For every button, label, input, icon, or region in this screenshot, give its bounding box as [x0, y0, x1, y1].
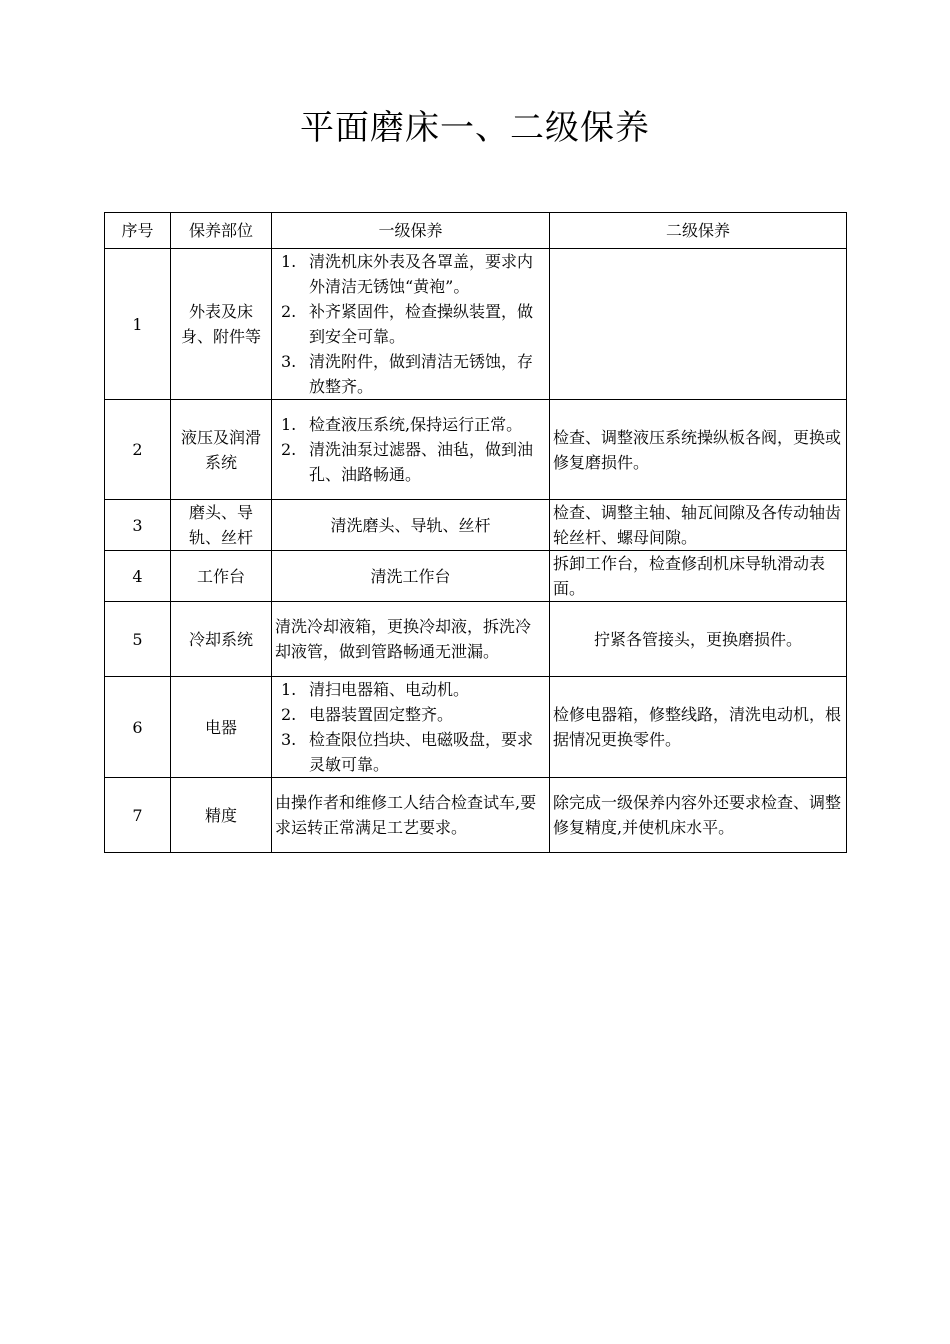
row-number: 6 [105, 677, 171, 778]
row-number: 1 [105, 249, 171, 400]
header-level1: 一级保养 [272, 213, 550, 249]
maintenance-table [104, 212, 847, 853]
row-part: 电器 [171, 677, 272, 778]
list-item: 3. 检查限位挡块、电磁吸盘，要求灵敏可靠。 [281, 730, 534, 774]
row-part: 液压及润滑系统 [171, 400, 272, 500]
row-level2: 检查、调整主轴、轴瓦间隙及各传动轴齿轮丝杆、螺母间隙。 [550, 500, 847, 551]
row-level1: 清洗工作台 [272, 551, 550, 602]
header-no: 序号 [105, 213, 171, 249]
row-number: 3 [105, 500, 171, 551]
row-level1 [272, 400, 550, 500]
row-level1: 清洗磨头、导轨、丝杆 [272, 500, 550, 551]
list-item: 2. 清洗油泵过滤器、油毡，做到油孔、油路畅通。 [281, 440, 534, 484]
row-number: 5 [105, 602, 171, 677]
list-item: 3. 清洗附件，做到清洁无锈蚀，存放整齐。 [281, 352, 534, 396]
row-level2: 检修电器箱，修整线路，清洗电动机，根据情况更换零件。 [550, 677, 847, 778]
row-part: 磨头、导轨、丝杆 [171, 500, 272, 551]
list-item: 1. 检查液压系统,保持运行正常。 [281, 415, 523, 434]
row-part: 工作台 [171, 551, 272, 602]
row-level2: 除完成一级保养内容外还要求检查、调整修复精度,并使机床水平。 [550, 778, 847, 853]
table-row [105, 249, 847, 400]
list-item: 2. 电器装置固定整齐。 [281, 705, 454, 724]
row-level2 [550, 249, 847, 400]
row-level1: 由操作者和维修工人结合检查试车,要求运转正常满足工艺要求。 [272, 778, 550, 853]
row-number: 7 [105, 778, 171, 853]
row-level1 [272, 249, 550, 400]
level1-list [275, 249, 546, 399]
row-part: 精度 [171, 778, 272, 853]
header-level2: 二级保养 [550, 213, 847, 249]
row-part: 冷却系统 [171, 602, 272, 677]
table-header-row [105, 213, 847, 249]
list-item: 1. 清扫电器箱、电动机。 [281, 680, 470, 699]
page-title: 平面磨床一、二级保养 [300, 108, 650, 148]
row-level2: 拆卸工作台，检查修刮机床导轨滑动表面。 [550, 551, 847, 602]
row-number: 4 [105, 551, 171, 602]
header-part: 保养部位 [171, 213, 272, 249]
row-level1 [272, 677, 550, 778]
row-part: 外表及床身、附件等 [171, 249, 272, 400]
row-level2: 检查、调整液压系统操纵板各阀，更换或修复磨损件。 [550, 400, 847, 500]
list-item: 2. 补齐紧固件，检查操纵装置，做到安全可靠。 [281, 302, 534, 346]
table-row [105, 677, 847, 778]
row-number: 2 [105, 400, 171, 500]
table-row [105, 500, 847, 551]
table-row [105, 602, 847, 677]
list-item: 1. 清洗机床外表及各罩盖，要求内外清洁无锈蚀“黄袍”。 [281, 252, 534, 296]
row-level2: 拧紧各管接头，更换磨损件。 [550, 602, 847, 677]
level1-list [275, 412, 546, 487]
table-row [105, 551, 847, 602]
level1-list [275, 677, 546, 777]
table-row [105, 778, 847, 853]
row-level1: 清洗冷却液箱，更换冷却液，拆洗冷却液管，做到管路畅通无泄漏。 [272, 602, 550, 677]
table-row [105, 400, 847, 500]
